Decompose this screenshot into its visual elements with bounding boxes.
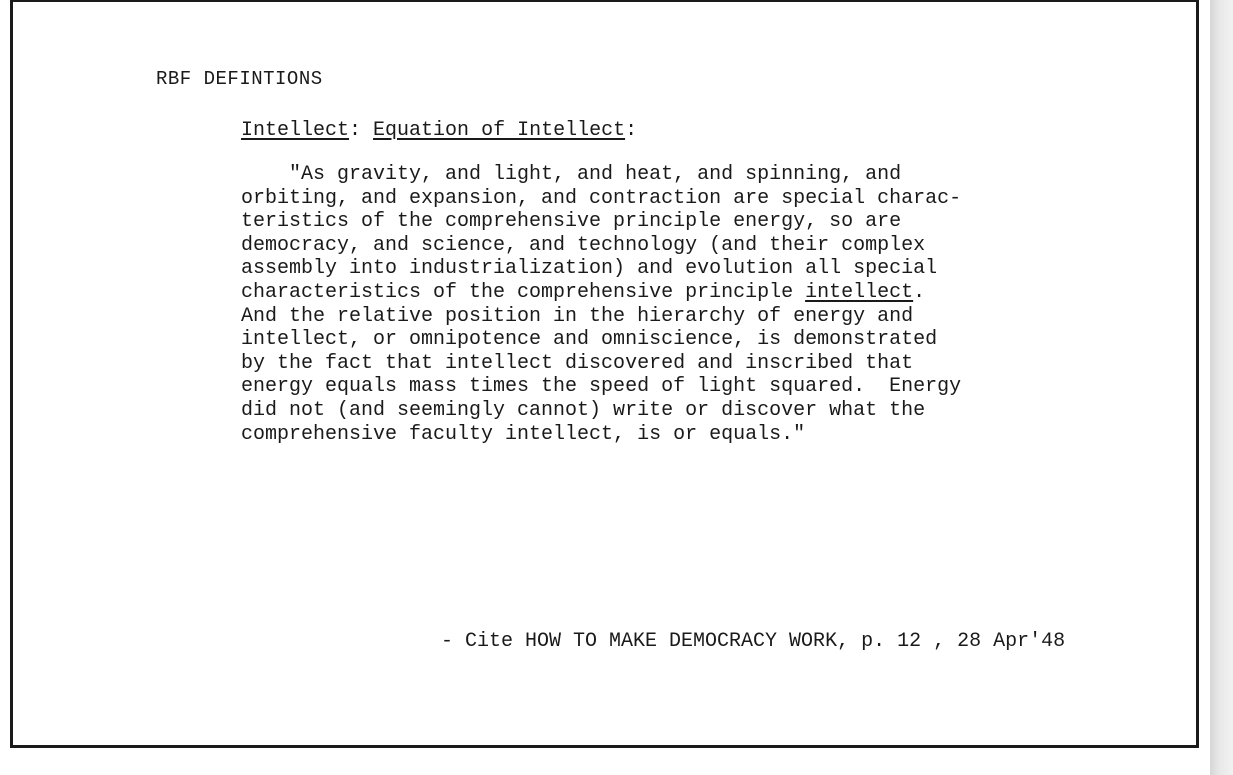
citation: - Cite HOW TO MAKE DEMOCRACY WORK, p. 12 , 28 Apr'48	[441, 630, 1066, 653]
quote-line	[241, 281, 1121, 305]
quote-body	[241, 163, 1121, 446]
quote-line: did not (and seemingly cannot) write or discover what the	[241, 398, 926, 422]
quote-line: comprehensive faculty intellect, is or equals."	[241, 422, 806, 446]
definition-term: Intellect	[241, 119, 350, 142]
underlined-intellect: intellect	[805, 280, 914, 304]
quote-line-text: .	[913, 280, 926, 304]
card-heading: RBF DEFINTIONS	[156, 68, 323, 90]
definition-title: Equation of Intellect	[373, 119, 626, 142]
quote-line-text: characteristics of the comprehensive principle	[241, 280, 806, 304]
definition-subheading	[241, 119, 637, 142]
quote-line: intellect, or omnipotence and omniscience, is demonstrated	[241, 328, 938, 352]
quote-line: orbiting, and expansion, and contraction are special charac-	[241, 186, 962, 210]
index-card	[10, 0, 1199, 748]
quote-line: by the fact that intellect discovered and inscribed that	[241, 351, 914, 375]
quote-line: "As gravity, and light, and heat, and spinning, and	[241, 163, 902, 186]
subheading-end: :	[625, 119, 638, 142]
quote-line: assembly into industrialization) and evolution all special	[241, 257, 938, 281]
quote-line: democracy, and science, and technology (and their complex	[241, 233, 926, 257]
subheading-separator: :	[349, 119, 374, 142]
quote-line: And the relative position in the hierarchy of energy and	[241, 304, 914, 328]
scan-edge-shadow	[1210, 0, 1233, 775]
quote-line: energy equals mass times the speed of light squared. Energy	[241, 375, 962, 399]
quote-line: teristics of the comprehensive principle energy, so are	[241, 210, 902, 234]
